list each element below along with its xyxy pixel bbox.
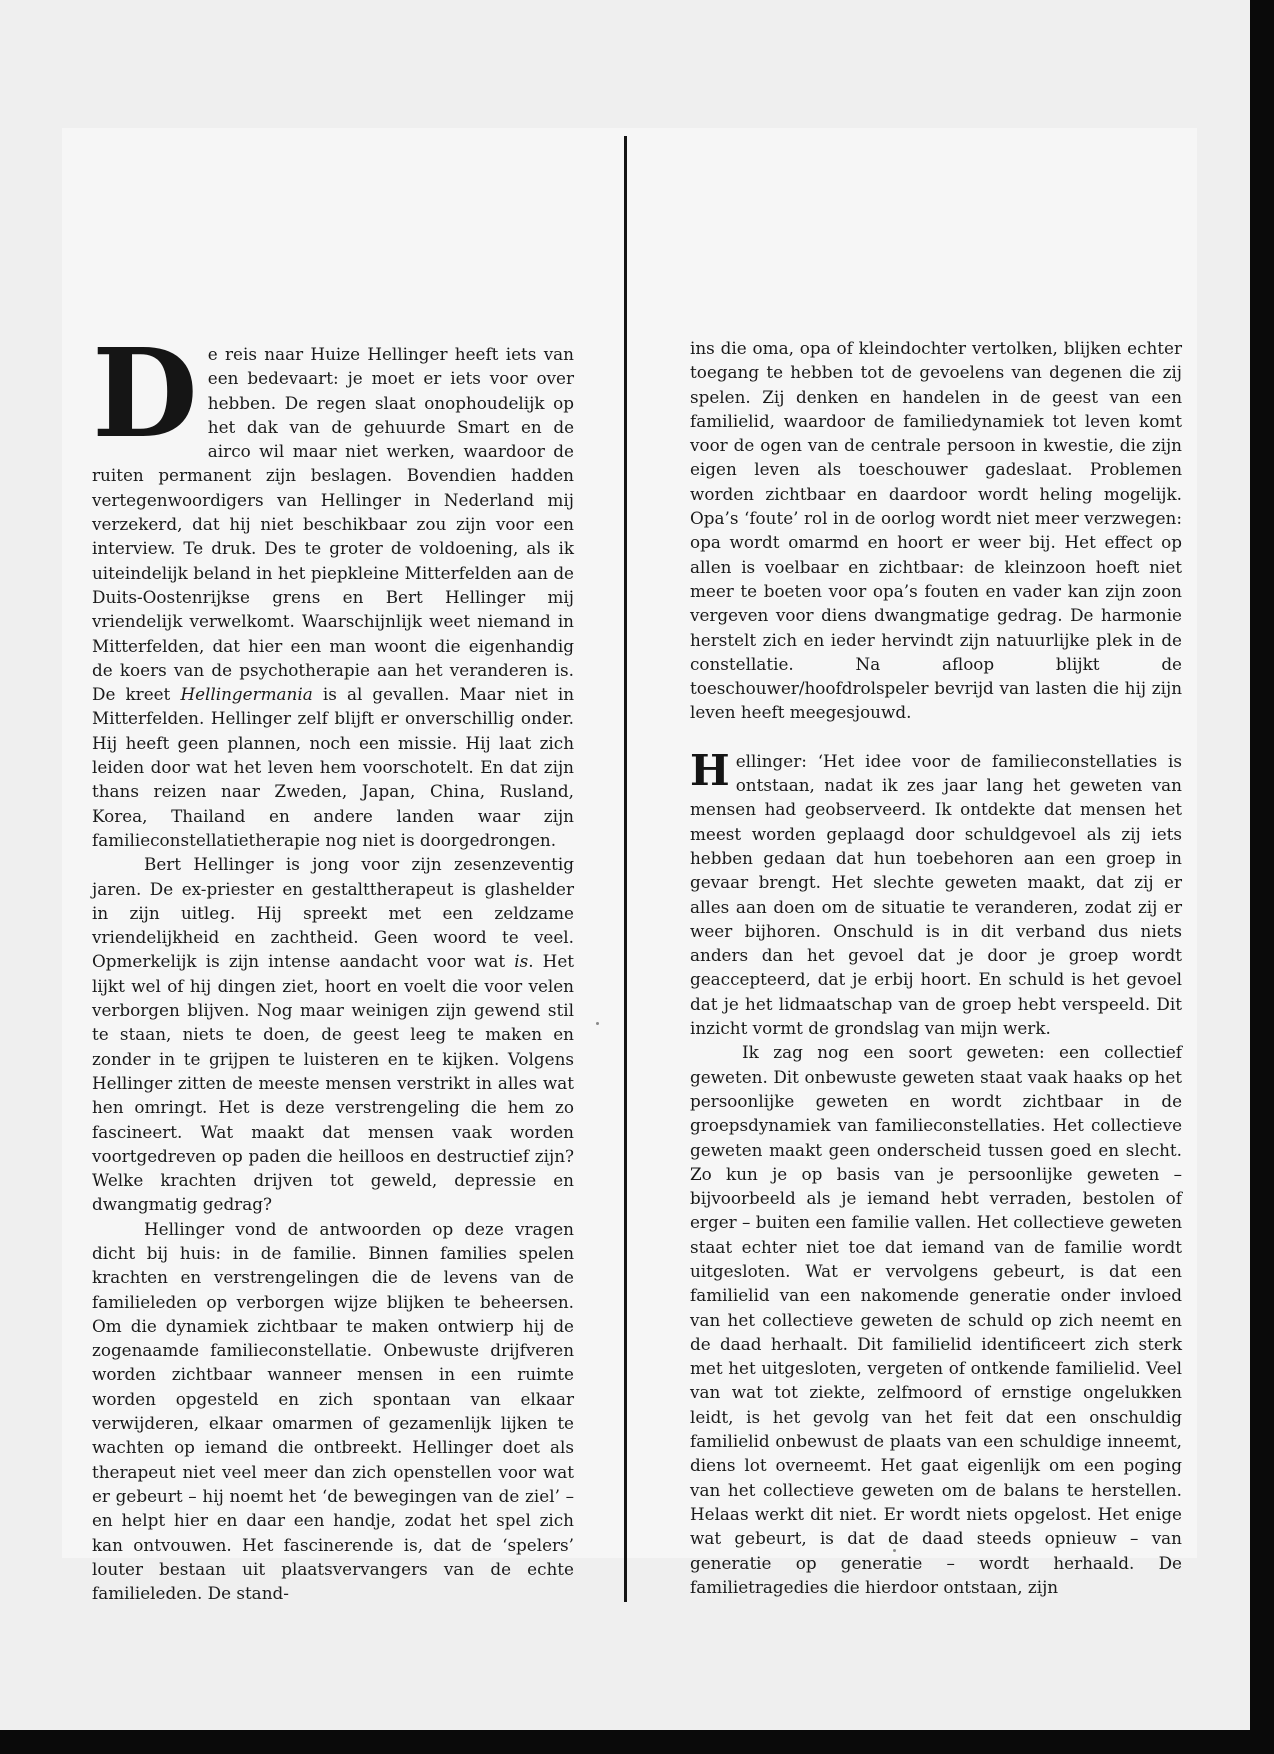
body-paragraph: Hellinger vond de antwoorden op deze vragen dicht bij huis: in de familie. Binnen families spelen krachten en verstrengelingen die de levens van de familieleden op verborgen wijze blijken te beheersen. Om die dynamiek zichtbaar te maken ontwierp hij de zogenaamde familieconstellatie. Onbewuste drijfveren worden zichtbaar wanneer mensen in een ruimte worden opgesteld en zich spontaan van elkaar verwijderen, elkaar omarmen of gezamenlijk lijken te wachten op iemand die ontbreekt. Hellinger doet als therapeut niet veel meer dan zich openstellen voor wat er gebeurt – hij noemt het ‘de bewegingen van de ziel’ – en helpt hier en daar een handje, zodat het spel zich kan ontvouwen. Het fascinerende is, dat de ‘spelers’ louter bestaan uit plaatsvervangers van de echte familieleden. De stand-: [92, 1218, 574, 1604]
column-divider: [624, 136, 627, 1602]
text-run: Bert Hellinger is jong voor zijn zesenzeventig jaren. De ex-priester en gestalttherapeut is glashelder in zijn uitleg. Hij spreekt met een zeldzame vriendelijkheid en zachtheid. Geen woord te veel. Opmerkelijk is zijn intense aandacht voor wat: [92, 854, 574, 972]
text-run: ellinger: ‘Het idee voor de familieconstellaties is ontstaan, nadat ik zes jaar lang het geweten van mensen had geobserveerd. Ik ontdekte dat mensen het meest worden geplaagd door schuldgevoel als zij iets hebben gedaan dat hun toebehoren aan een groep in gevaar brengt. Het slechte geweten maakt, dat zij er alles aan doen om de situatie te veranderen, zodat zij er weer bijhoren. Onschuld is in dit verband dus niets anders dan het gevoel dat je door je groep wordt geaccepteerd, dat je erbij hoort. En schuld is het gevoel dat je het lidmaatschap van de groep hebt verspeeld. Dit inzicht vormt de grondslag van mijn werk.: [690, 750, 1182, 1039]
emphasis-text: Hellingermania: [180, 684, 313, 705]
text-run: is al gevallen. Maar niet in Mitterfelden. Hellinger zelf blijft er onverschillig onder. Hij heeft geen plannen, noch een missie. Hij laat zich leiden door wat het leven hem voorschotelt. En dat zijn thans reizen naar Zweden, Japan, China, Rusland, Korea, Thailand en andere landen waar zijn familieconstellatietherapie nog niet is doorgedrongen.: [92, 684, 575, 850]
quote-paragraph: [690, 745, 1182, 1041]
left-column: [92, 321, 575, 1605]
drop-cap: D: [92, 321, 198, 465]
right-column: [690, 336, 1182, 1599]
emphasis-text: is: [514, 951, 529, 972]
body-paragraph: Ik zag nog een soort geweten: een collectief geweten. Dit onbewuste geweten staat vaak haaks op het persoonlijke geweten en wordt zichtbaar in de groepsdynamiek van familieconstellaties. Het collectieve geweten maakt geen onderscheid tussen goed en slecht. Zo kun je op basis van je persoonlijke geweten – bijvoorbeeld als je iemand hebt verraden, bestolen of erger – buiten een familie vallen. Het collectieve geweten staat echter niet toe dat iemand van de familie wordt uitgesloten. Wat er vervolgens gebeurt, is dat een familielid van een nakomende generatie onder invloed van het collectieve geweten de schuld op zich neemt en de daad herhaalt. Dit familielid identificeert zich sterk met het uitgesloten, vergeten of ontkende familielid. Veel van wat tot ziekte, zelfmoord of ernstige ongelukken leidt, is het gevolg van het feit dat een onschuldig familielid onbewust de plaats van een schuldige inneemt, diens lot overneemt. Het gaat eigenlijk om een poging van het collectieve geweten om de balans te herstellen. Helaas werkt dit niet. Er wordt niets opgelost. Het enige wat gebeurt, is dat de daad steeds opnieuw – van generatie op generatie – wordt herhaald. De familietragedies die hierdoor ontstaan, zijn: [690, 1042, 1183, 1597]
opening-paragraph: [92, 321, 575, 852]
scan-speck: [596, 1022, 599, 1025]
body-paragraph: ins die oma, opa of kleindochter vertolken, blijken echter toegang te hebben tot de gevoelens van degenen die zij spelen. Zij denken en handelen in de geest van een familielid, waardoor de familiedynamiek tot leven komt voor de ogen van de centrale persoon in kwestie, die zijn eigen leven als toeschouwer gadeslaat. Problemen worden zichtbaar en daardoor wordt heling mogelijk. Opa’s ‘foute’ rol in de oorlog wordt niet meer verzwegen: opa wordt omarmd en hoort er weer bij. Het effect op allen is voelbaar en zichtbaar: de kleinzoon hoeft niet meer te boeten voor opa’s fouten en vader kan zijn zoon vergeven voor diens dwangmatige gedrag. De harmonie herstelt zich en ieder hervindt zijn natuurlijke plek in de constellatie. Na afloop blijkt de toeschouwer/hoofdrolspeler bevrijd van lasten die hij zijn leven heeft meegesjouwd.: [690, 338, 1182, 723]
body-paragraph: [92, 852, 574, 1216]
text-run: e reis naar Huize Hellinger heeft iets van een bedevaart: je moet er iets voor over hebben. De regen slaat onophoudelijk op het dak van de gehuurde Smart en de airco wil maar niet werken, waardoor de ruiten permanent zijn beslagen. Bovendien hadden vertegenwoordigers van Hellinger in Nederland mij verzekerd, dat hij niet beschikbaar zou zijn voor een interview. Te druk. Des te groter de voldoening, als ik uiteindelijk beland in het piepkleine Mitterfelden aan de Duits-Oostenrijkse grens en Bert Hellinger mij vriendelijk verwelkomt. Waarschijnlijk weet niemand in Mitterfelden, dat hier een man woont die eigenhandig de koers van de psychotherapie aan het veranderen is. De kreet: [92, 344, 574, 705]
drop-cap: H: [690, 745, 730, 795]
text-run: . Het lijkt wel of hij dingen ziet, hoort en voelt die voor velen verborgen blijven. Nog maar weinigen zijn gewend stil te staan, niets te doen, de geest leeg te maken en zonder in te grijpen te luisteren en te kijken. Volgens Hellinger zitten de meeste mensen verstrikt in alles wat hen omringt. Het is deze verstrengeling die hem zo fascineert. Wat maakt dat mensen vaak worden voortgedreven op paden die heilloos en destructief zijn? Welke krachten drijven tot geweld, depressie en dwangmatig gedrag?: [92, 951, 574, 1215]
